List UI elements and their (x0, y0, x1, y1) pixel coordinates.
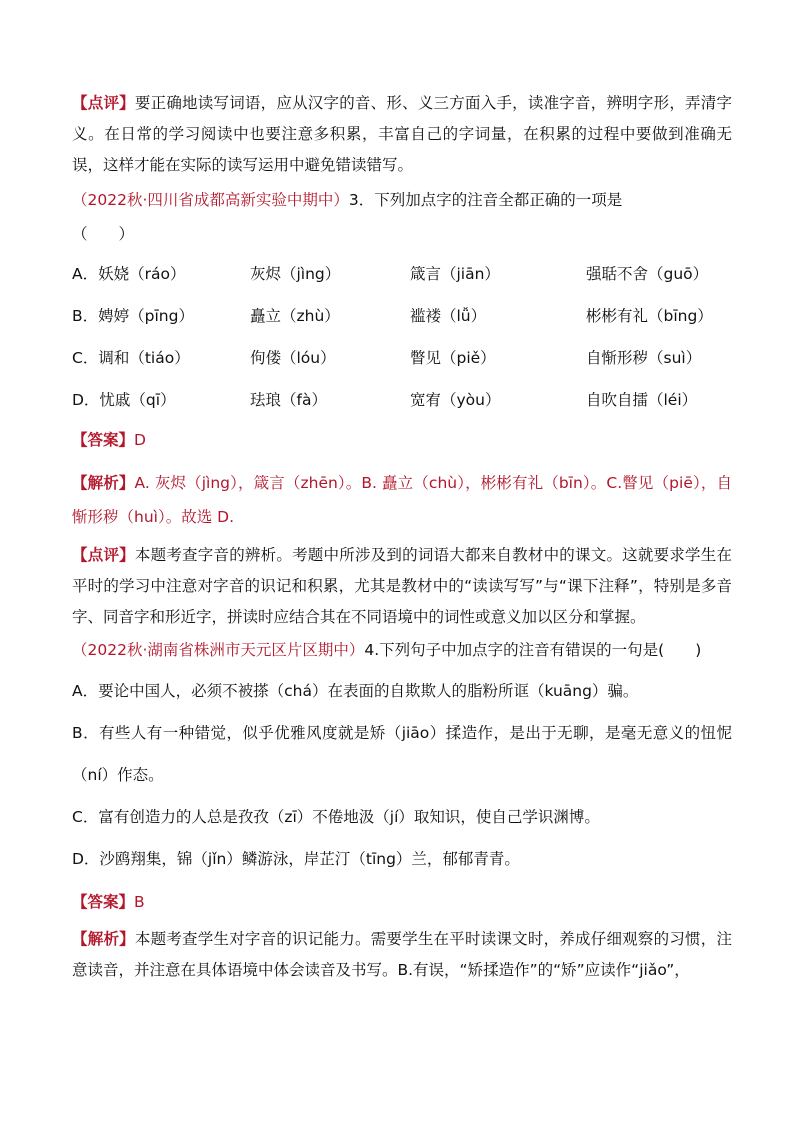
option-a-3: 箴言（jiān） (410, 265, 500, 283)
comment-paragraph (72, 88, 732, 181)
question-4-stem (72, 635, 732, 666)
analysis-tag: 【解析】 (72, 474, 135, 492)
question-4-analysis (72, 924, 732, 986)
option-d-2: 珐琅（fà） (250, 391, 327, 409)
option-b-1: B．娉婷（pīng） (72, 307, 194, 325)
option-a-1: A．妖娆（ráo） (72, 265, 186, 283)
answer-value-2: B (134, 893, 145, 911)
comment-tag-2: 【点评】 (72, 546, 135, 564)
q4-option-a: A．要论中国人，必须不被搽（chá）在表面的自欺欺人的脂粉所诓（kuāng）骗。 (72, 682, 639, 700)
option-d-3: 宽宥（yòu） (410, 391, 501, 409)
q4-option-d: D．沙鸥翔集，锦（jǐn）鳞游泳，岸芷汀（tīng）兰，郁郁青青。 (72, 850, 520, 868)
question-4-text: 4.下列句子中加点字的注音有错误的一句是( ) (364, 641, 702, 659)
question-3-source: （2022秋·四川省成都高新实验中期中） (72, 191, 349, 209)
option-row-c (72, 336, 732, 378)
question-4-source: （2022秋·湖南省株洲市天元区片区期中） (72, 641, 365, 659)
question-3-text: 3．下列加点字的注音全都正确的一项是 (348, 191, 623, 209)
answer-tag-2: 【答案】 (72, 893, 135, 911)
document-page (72, 88, 732, 986)
option-a-2: 灰烬（jìng） (250, 265, 341, 283)
analysis-text: A. 灰烬（jìng），箴言（zhēn）。B. 矗立（chù），彬彬有礼（bīn）。C.瞥见（piē），自惭形秽（huì）。故选 D. (72, 474, 732, 526)
option-row-a (72, 252, 732, 294)
option-c-4: 自惭形秽（suì） (586, 349, 702, 367)
q4-option-c: C．富有创造力的人总是孜孜（zī）不倦地汲（jí）取知识，使自己学识渊博。 (72, 808, 600, 826)
option-b-3: 褴褛（lǚ） (410, 307, 487, 325)
option-b-2: 矗立（zhù） (250, 307, 340, 325)
analysis-tag-2: 【解析】 (72, 930, 135, 948)
option-b-4: 彬彬有礼（bīng） (586, 307, 713, 325)
option-d-4: 自吹自擂（léi） (586, 391, 698, 409)
option-c-3: 瞥见（piě） (410, 349, 496, 367)
option-row-b (72, 294, 732, 336)
option-c-1: C．调和（tiáo） (72, 349, 190, 367)
question-3-answer (72, 420, 732, 460)
analysis-text-2: 本题考查学生对字音的识记能力。需要学生在平时读课文时，养成仔细观察的习惯，注意读音，并注意在具体语境中体会读音及书写。B.有误，“矫揉造作”的“矫”应读作“jiǎo”， (72, 930, 732, 979)
comment-text-2: 本题考查字音的辨析。考题中所涉及到的词语大都来自教材中的课文。这就要求学生在平时的学习中注意对字音的识记和积累，尤其是教材中的“读读写写”与“课下注释”，特别是多音字、同音字和形近字，拼读时应结合其在不同语境中的词性或意义加以区分和掌握。 (72, 546, 732, 626)
question-3-paren: （ ） (72, 225, 135, 243)
option-c-2: 佝偻（lóu） (250, 349, 336, 367)
question-3-comment (72, 540, 732, 633)
option-a-4: 强聒不舍（guō） (586, 265, 709, 283)
question-4-answer (72, 882, 732, 922)
question-3-stem (72, 185, 732, 216)
question-3-analysis (72, 466, 732, 534)
comment-text: 要正确地读写词语，应从汉字的音、形、义三方面入手，读准字音，辨明字形，弄清字义。在日常的学习阅读中也要注意多积累，丰富自己的字词量，在积累的过程中要做到准确无误，这样才能在实际的读写运用中避免错读错写。 (72, 94, 732, 174)
q4-option-b: B．有些人有一种错觉，似乎优雅风度就是矫（jiāo）揉造作，是出于无聊，是毫无意义的忸怩（ní）作态。 (72, 724, 732, 784)
option-d-1: D．忧戚（qī） (72, 391, 176, 409)
answer-tag: 【答案】 (72, 431, 135, 449)
answer-value: D (134, 431, 146, 449)
option-row-d (72, 378, 732, 420)
comment-tag: 【点评】 (72, 94, 135, 112)
